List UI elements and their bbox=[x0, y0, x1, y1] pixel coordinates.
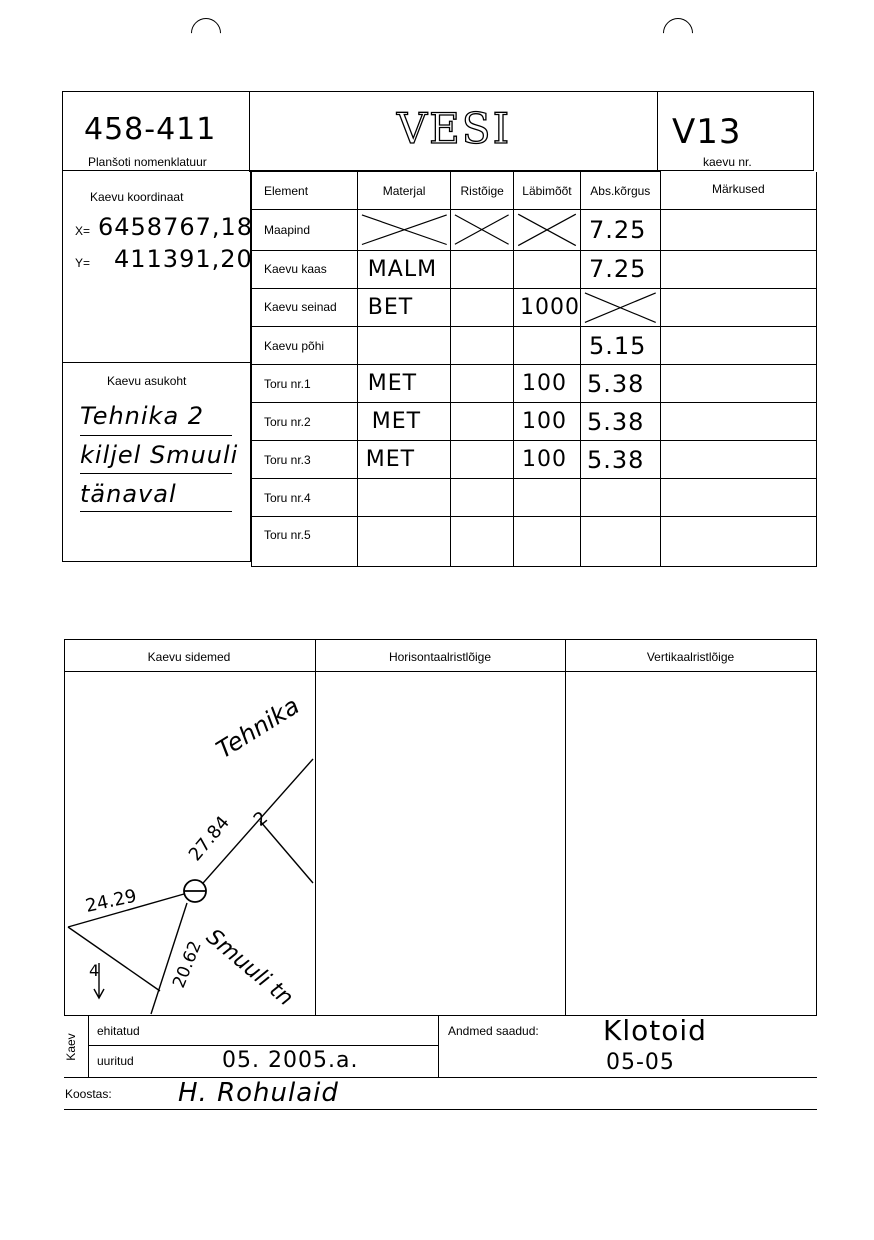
row-element: Kaevu seinad bbox=[252, 288, 358, 326]
location-label: Kaevu asukoht bbox=[107, 374, 187, 388]
row-material bbox=[357, 327, 451, 365]
compiled-value: H. Rohulaid bbox=[178, 1078, 339, 1108]
row-element: Toru nr.2 bbox=[252, 403, 358, 441]
plan-sheet-label: Planšoti nomenklatuur bbox=[88, 155, 207, 169]
crossed-cell bbox=[451, 210, 514, 251]
data-source-value: Klotoid bbox=[603, 1014, 707, 1047]
house-number-label: 2 bbox=[249, 807, 272, 831]
header-horizontal-section: Horisontaalristlõige bbox=[388, 650, 492, 664]
row-material bbox=[357, 517, 451, 567]
y-label: Y= bbox=[75, 256, 91, 270]
location-line-3: tänaval bbox=[80, 480, 177, 508]
row-abs-height bbox=[580, 479, 660, 517]
row-element: Toru nr.5 bbox=[252, 517, 358, 567]
header-material: Materjal bbox=[357, 172, 451, 210]
row-abs-height: 5.38 bbox=[580, 403, 660, 441]
row-notes bbox=[660, 403, 816, 441]
row-diameter bbox=[513, 517, 580, 567]
table-row bbox=[252, 403, 817, 441]
row-section bbox=[451, 403, 514, 441]
header-connections: Kaevu sidemed bbox=[147, 650, 231, 664]
row-diameter: 100 bbox=[513, 403, 580, 441]
row-diameter bbox=[513, 327, 580, 365]
header-abs-height: Abs.kõrgus bbox=[580, 172, 660, 210]
row-diameter: 1000 bbox=[513, 288, 580, 326]
table-row bbox=[252, 441, 817, 479]
row-notes bbox=[660, 365, 816, 403]
built-label: ehitatud bbox=[97, 1024, 140, 1038]
table-header-row bbox=[252, 172, 817, 210]
row-element: Kaevu põhi bbox=[252, 327, 358, 365]
x-coordinate: 6458767,18 bbox=[98, 213, 254, 241]
row-material bbox=[357, 479, 451, 517]
table-row bbox=[252, 250, 817, 288]
row-abs-height: 7.25 bbox=[580, 250, 660, 288]
distance-label: 20.62 bbox=[169, 938, 206, 991]
row-material: MET bbox=[357, 403, 451, 441]
y-coordinate: 411391,20 bbox=[114, 245, 253, 273]
header-element: Element bbox=[252, 172, 358, 210]
row-section bbox=[451, 365, 514, 403]
crossed-cell bbox=[580, 288, 660, 326]
table-row bbox=[252, 210, 817, 251]
row-notes bbox=[660, 250, 816, 288]
row-abs-height: 5.38 bbox=[580, 365, 660, 403]
row-notes bbox=[660, 479, 816, 517]
location-line-2: kiljel Smuuli bbox=[80, 441, 239, 469]
x-label: X= bbox=[75, 224, 91, 238]
connections-sketch bbox=[65, 671, 314, 1015]
row-section bbox=[451, 327, 514, 365]
page-title: VESI bbox=[396, 104, 512, 153]
table-row bbox=[252, 479, 817, 517]
row-section bbox=[451, 441, 514, 479]
data-source-date: 05-05 bbox=[606, 1050, 675, 1075]
row-abs-height bbox=[580, 517, 660, 567]
header-vertical-section: Vertikaalristlõige bbox=[646, 650, 735, 664]
row-section bbox=[451, 288, 514, 326]
surveyed-label: uuritud bbox=[97, 1054, 134, 1068]
row-abs-height: 5.15 bbox=[580, 327, 660, 365]
arrow-label: 4 bbox=[89, 961, 100, 980]
table-row bbox=[252, 517, 817, 567]
table-row bbox=[252, 327, 817, 365]
row-material: MALM bbox=[357, 250, 451, 288]
row-notes bbox=[660, 441, 816, 479]
data-source-label: Andmed saadud: bbox=[448, 1024, 539, 1038]
header-section: Ristõige bbox=[451, 172, 514, 210]
distance-label: 24.29 bbox=[83, 885, 139, 917]
street-label-top: Tehnika bbox=[211, 691, 305, 765]
row-material: MET bbox=[357, 441, 451, 479]
row-notes bbox=[660, 288, 816, 326]
location-line-1: Tehnika 2 bbox=[80, 402, 205, 430]
row-diameter: 100 bbox=[513, 441, 580, 479]
well-number-label: kaevu nr. bbox=[703, 155, 752, 169]
table-row bbox=[252, 365, 817, 403]
crossed-cell bbox=[357, 210, 451, 251]
row-diameter bbox=[513, 250, 580, 288]
plan-sheet-value: 458-411 bbox=[84, 112, 217, 147]
street-label-bottom: Smuuli tn bbox=[201, 924, 298, 1012]
row-abs-height: 7.25 bbox=[580, 210, 660, 251]
element-table bbox=[251, 171, 817, 567]
row-section bbox=[451, 479, 514, 517]
row-abs-height: 5.38 bbox=[580, 441, 660, 479]
header-diameter: Läbimõõt bbox=[513, 172, 580, 210]
row-material: MET bbox=[357, 365, 451, 403]
punch-hole-right bbox=[657, 12, 699, 54]
row-element: Maapind bbox=[252, 210, 358, 251]
row-diameter: 100 bbox=[513, 365, 580, 403]
row-section bbox=[451, 250, 514, 288]
row-element: Toru nr.1 bbox=[252, 365, 358, 403]
compiled-label: Koostas: bbox=[65, 1087, 112, 1101]
row-element: Toru nr.4 bbox=[252, 479, 358, 517]
row-section bbox=[451, 517, 514, 567]
row-diameter bbox=[513, 479, 580, 517]
sketch-line bbox=[68, 927, 160, 991]
distance-label: 27.84 bbox=[184, 812, 234, 866]
row-notes bbox=[660, 327, 816, 365]
table-row bbox=[252, 288, 817, 326]
row-element: Toru nr.3 bbox=[252, 441, 358, 479]
crossed-cell bbox=[513, 210, 580, 251]
header-notes: Märkused bbox=[660, 172, 816, 210]
well-number-value: V13 bbox=[672, 112, 742, 152]
row-material: BET bbox=[357, 288, 451, 326]
side-label: Kaev bbox=[64, 1033, 78, 1061]
row-element: Kaevu kaas bbox=[252, 250, 358, 288]
surveyed-value: 05. 2005.a. bbox=[222, 1048, 359, 1073]
coordinates-label: Kaevu koordinaat bbox=[90, 190, 184, 204]
row-notes bbox=[660, 210, 816, 251]
row-notes bbox=[660, 517, 816, 567]
punch-hole-left bbox=[185, 12, 227, 54]
sketch-line bbox=[260, 821, 313, 883]
